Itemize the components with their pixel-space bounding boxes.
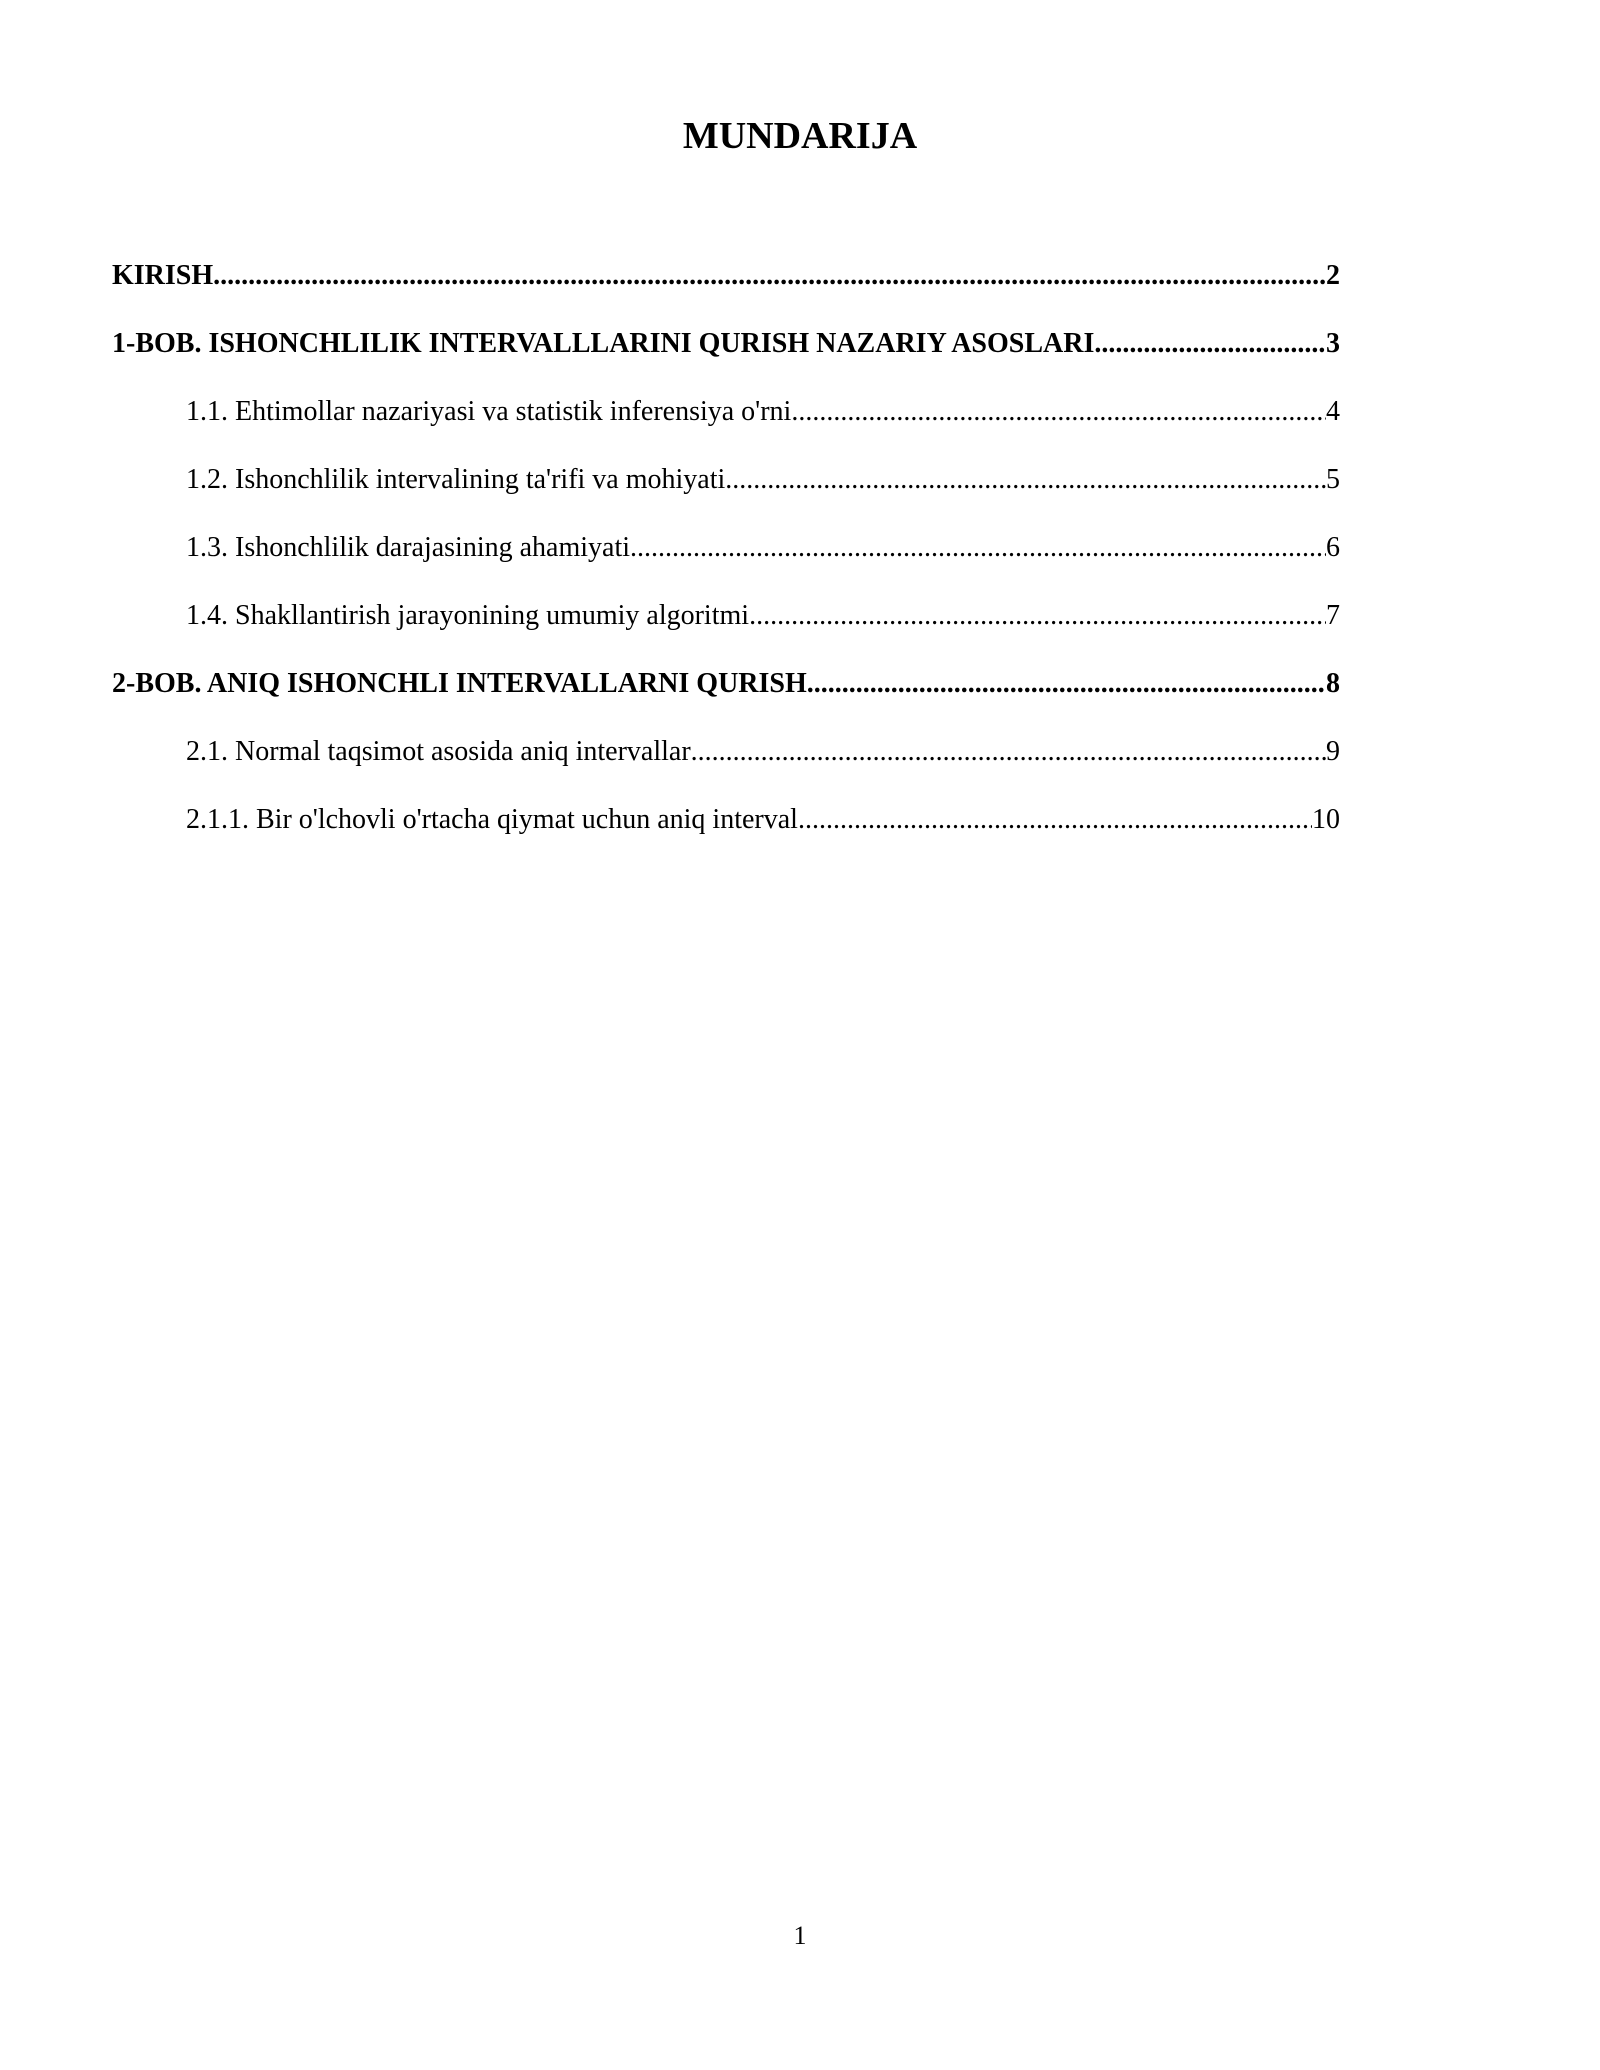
toc-dot-leader <box>213 256 1326 296</box>
toc-dot-leader <box>1094 324 1326 364</box>
toc-page-number: 9 <box>1326 736 1340 767</box>
toc-entry-subsection-2-1-1[interactable] <box>186 800 1340 840</box>
toc-entry-title: 1.3. Ishonchlilik darajasining ahamiyati <box>186 532 631 563</box>
toc-page-number: 5 <box>1326 464 1340 495</box>
toc-page-number: 3 <box>1326 328 1340 359</box>
toc-entry-title: 1.2. Ishonchlilik intervalining ta'rifi va mohiyati <box>186 464 726 495</box>
toc-page-number: 8 <box>1326 668 1340 699</box>
toc-entry-title: KIRISH <box>112 260 214 291</box>
toc-page-number: 6 <box>1326 532 1340 563</box>
toc-entry-title: 1-BOB. ISHONCHLILIK INTERVALLLARINI QURISH NAZARIY ASOSLARI <box>112 328 1095 359</box>
toc-dot-leader <box>630 528 1326 568</box>
toc-entry-title: 1.1. Ehtimollar nazariyasi va statistik inferensiya o'rni <box>186 396 792 427</box>
toc-entry-section-1-1[interactable] <box>186 392 1340 432</box>
toc-page-number: 7 <box>1326 600 1340 631</box>
toc-entry-section-1-4[interactable] <box>186 596 1340 636</box>
toc-entry-section-2-1[interactable] <box>186 732 1340 772</box>
toc-dot-leader <box>749 596 1326 636</box>
page-title: MUNDARIJA <box>682 115 918 157</box>
toc-entry-title: 2.1. Normal taqsimot asosida aniq intervallar <box>186 736 691 767</box>
toc-entry-title: 1.4. Shakllantirish jarayonining umumiy algoritmi <box>186 600 750 631</box>
toc-entry-chapter-1[interactable] <box>112 324 1340 364</box>
toc-page-number: 10 <box>1312 804 1340 835</box>
toc-entry-section-1-2[interactable] <box>186 460 1340 500</box>
toc-entry-kirish[interactable] <box>112 256 1340 296</box>
table-of-contents <box>0 0 1600 900</box>
toc-dot-leader <box>798 800 1312 840</box>
toc-entry-chapter-2[interactable] <box>112 664 1340 704</box>
toc-page-number: 4 <box>1326 396 1340 427</box>
toc-entry-title: 2.1.1. Bir o'lchovli o'rtacha qiymat uchun aniq interval <box>186 804 798 835</box>
toc-dot-leader <box>807 664 1326 704</box>
toc-entry-section-1-3[interactable] <box>186 528 1340 568</box>
toc-dot-leader <box>691 732 1326 772</box>
toc-page-number: 2 <box>1326 260 1340 291</box>
page-number: 1 <box>793 1921 807 1950</box>
toc-dot-leader <box>791 392 1326 432</box>
toc-entry-title: 2-BOB. ANIQ ISHONCHLI INTERVALLARNI QURISH <box>112 668 807 699</box>
toc-dot-leader <box>725 460 1326 500</box>
